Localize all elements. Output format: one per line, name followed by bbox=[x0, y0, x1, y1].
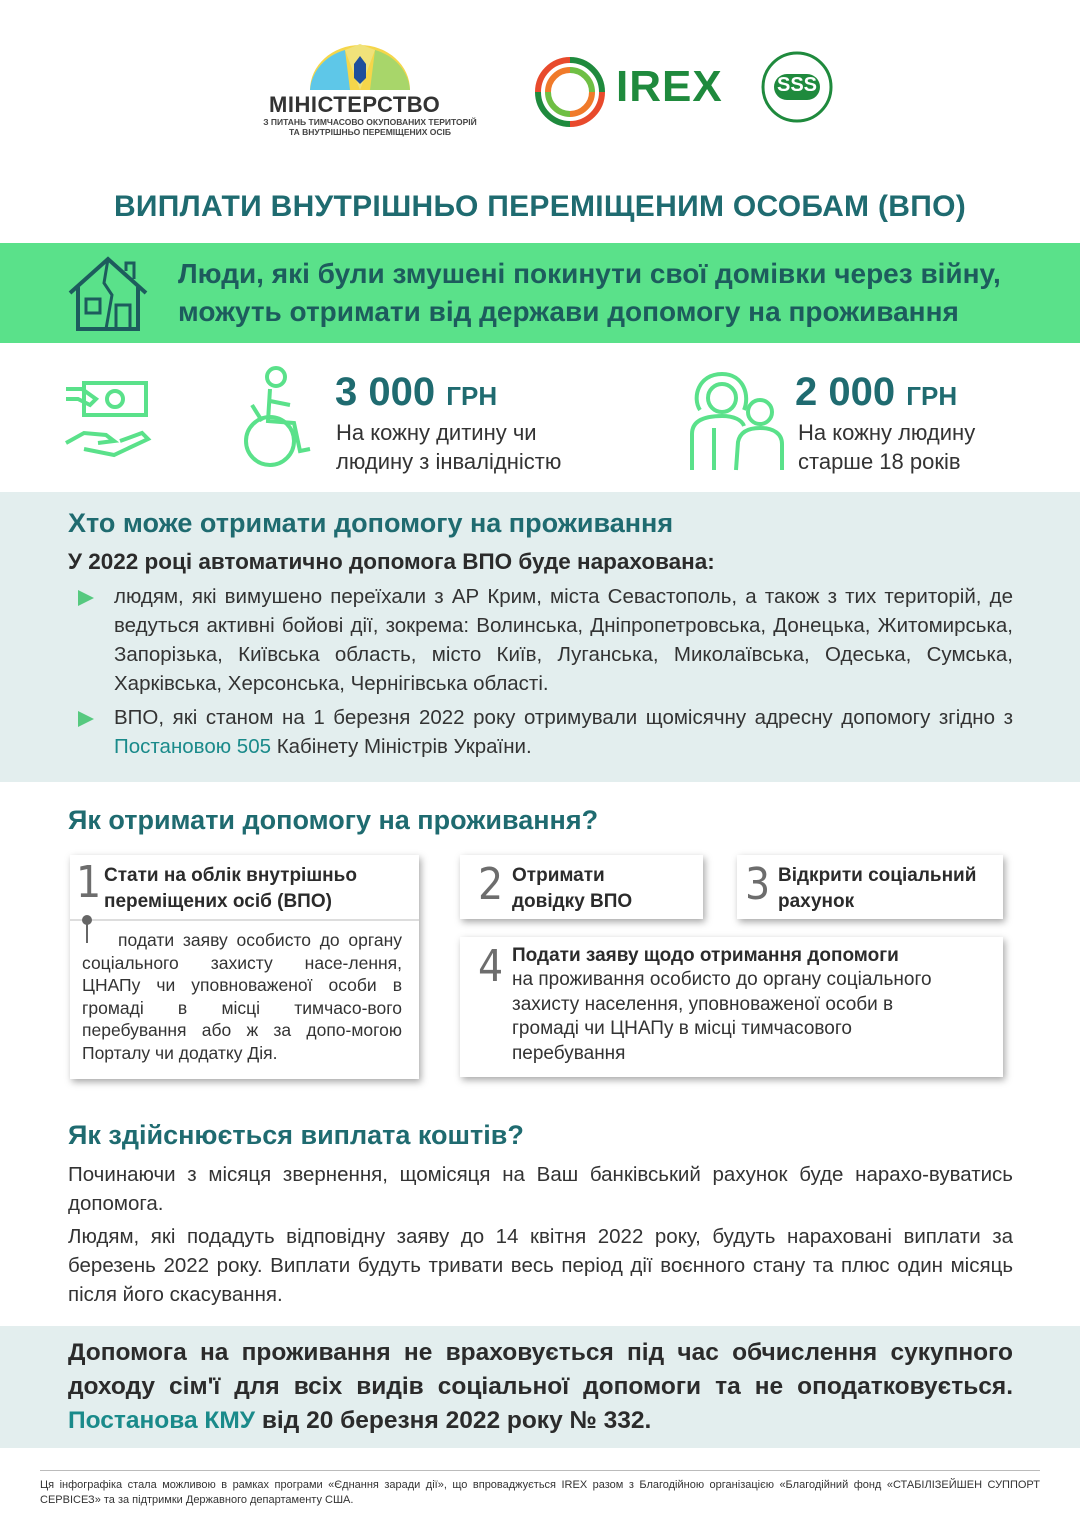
amount-child bbox=[335, 370, 497, 415]
footer-divider bbox=[40, 1470, 1040, 1471]
irex-name: IREX bbox=[616, 62, 723, 111]
step-4-card bbox=[460, 937, 1003, 1077]
sss-logo bbox=[760, 50, 834, 124]
amount-child-desc bbox=[336, 418, 561, 476]
step-1-card bbox=[70, 855, 419, 1079]
ministry-logo bbox=[255, 42, 485, 152]
page-title: ВИПЛАТИ ВНУТРІШНЬО ПЕРЕМІЩЕНИМ ОСОБАМ (ВПО) bbox=[113, 190, 967, 223]
amount-desc-line: На кожну людину bbox=[798, 420, 976, 445]
step-number: 4 bbox=[478, 941, 504, 992]
bullet-arrow-icon bbox=[78, 590, 94, 606]
ministry-subtitle bbox=[255, 117, 485, 137]
payment-para-2: Людям, які подадуть відповідну заяву до 14 квітня 2022 року, будуть нараховані виплати за березень 2022 року. Виплати будуть тривати весь період дії воєнного стану та плюс один місяць після його скасування. bbox=[68, 1225, 1013, 1306]
step-title: Стати на облік внутрішньо переміщених осіб (ВПО) bbox=[104, 865, 357, 912]
ministry-emblem-icon bbox=[305, 42, 415, 92]
who-bullet-2 bbox=[114, 703, 1013, 761]
amount-unit: ГРН bbox=[446, 381, 498, 411]
wheelchair-icon bbox=[234, 365, 318, 471]
banner-line: Люди, які були змушені покинути свої домівки через війну, bbox=[178, 258, 1001, 289]
amount-adult bbox=[795, 370, 957, 415]
broken-house-icon bbox=[64, 253, 152, 333]
amount-adult-desc bbox=[798, 418, 975, 476]
amount-desc-line: старше 18 років bbox=[798, 449, 961, 474]
step-title: Відкрити соціальний рахунок bbox=[778, 865, 977, 912]
step-number: 2 bbox=[478, 859, 504, 910]
who-bullet-1: людям, які вимушено переїхали з АР Крим, міста Севастополь, а також з тих територій, де ведуться активні бойові дії, зокрема: Волинська, Дніпропетровська, Донецька, Житомирська, Запорізька, Київська область, місто Київ, Луганська, Миколаївська, Одеська, Сумська, Харківська, Херсонська, Чернігівська області. bbox=[114, 585, 1013, 695]
ministry-subtitle-line: ТА ВНУТРІШНЬО ПЕРЕМІЩЕНИХ ОСІБ bbox=[289, 127, 451, 137]
footer-text: Ця інфографіка стала можливою в рамках програми «Єднання заради дії», що впроваджується IREX разом з Благодійною організацією «Благодійний фонд «СТАБІЛІЗЕЙШЕН СУППОРТ СЕРВІСЕЗ» та за підтримки Державного департаменту США. bbox=[40, 1479, 1040, 1506]
amount-desc-line: людину з інвалідністю bbox=[336, 449, 562, 474]
irex-emblem-icon bbox=[532, 54, 608, 130]
step-number: 1 bbox=[76, 857, 102, 908]
bullet-arrow-icon bbox=[78, 711, 94, 727]
final-note bbox=[68, 1336, 1013, 1438]
intro-banner-text bbox=[178, 255, 1038, 331]
step-text: подати заяву особисто до органу соціального захисту насе-лення, ЦНАПу чи уповноваженої особи в громаді в місці тимчасо-вого перебування або ж за допо-могою Порталу чи додатку Дія. bbox=[82, 930, 402, 1063]
bullet-text: Кабінету Міністрів України. bbox=[271, 735, 532, 758]
ministry-name: МІНІСТЕРСТВО bbox=[269, 92, 441, 117]
final-note-text: Допомога на проживання не враховується під час обчислення сукупного доходу сім'ї для всіх видів соціальної допомоги та не оподатковується. bbox=[68, 1339, 1013, 1400]
who-lead: У 2022 році автоматично допомога ВПО буде нарахована: bbox=[68, 549, 715, 574]
who-heading: Хто може отримати допомогу на проживання bbox=[68, 508, 674, 538]
step-2-card bbox=[460, 855, 703, 919]
step-3-card bbox=[737, 855, 1003, 919]
step-text: на проживання особисто до органу соціального захисту населення, уповноваженої особи в громаді чи ЦНАПу в місці тимчасового перебування bbox=[512, 969, 932, 1064]
final-note-text: від 20 березня 2022 року № 332. bbox=[255, 1407, 652, 1434]
step-number: 3 bbox=[745, 859, 771, 910]
step-title: Отримати довідку ВПО bbox=[512, 865, 633, 912]
ministry-subtitle-line: З ПИТАНЬ ТИМЧАСОВО ОКУПОВАНИХ ТЕРИТОРІЙ bbox=[263, 117, 477, 127]
amount-value: 3 000 bbox=[335, 370, 436, 414]
payment-para-1: Починаючи з місяця звернення, щомісяця на Ваш банківський рахунок буде нарахо-вуватись допомога. bbox=[68, 1163, 1013, 1215]
money-hand-icon bbox=[62, 373, 154, 465]
banner-line: можуть отримати від держави допомогу на проживання bbox=[178, 296, 959, 327]
amount-unit: ГРН bbox=[906, 381, 958, 411]
payment-heading: Як здійснюється виплата коштів? bbox=[68, 1120, 524, 1150]
people-icon bbox=[686, 368, 786, 472]
amount-desc-line: На кожну дитину чи bbox=[336, 420, 537, 445]
how-heading: Як отримати допомогу на проживання? bbox=[68, 805, 599, 835]
step-title: Подати заяву щодо отримання допомоги bbox=[512, 945, 899, 966]
resolution-505-link[interactable]: Постановою 505 bbox=[114, 735, 272, 758]
bullet-text: ВПО, які станом на 1 березня 2022 року отримували щомісячну адресну допомогу згідно з bbox=[114, 706, 1013, 729]
irex-logo bbox=[532, 48, 722, 132]
amount-value: 2 000 bbox=[795, 370, 896, 414]
sss-text: SSS bbox=[776, 74, 818, 96]
divider bbox=[70, 919, 419, 921]
resolution-332-link[interactable]: Постанова КМУ bbox=[68, 1407, 256, 1434]
